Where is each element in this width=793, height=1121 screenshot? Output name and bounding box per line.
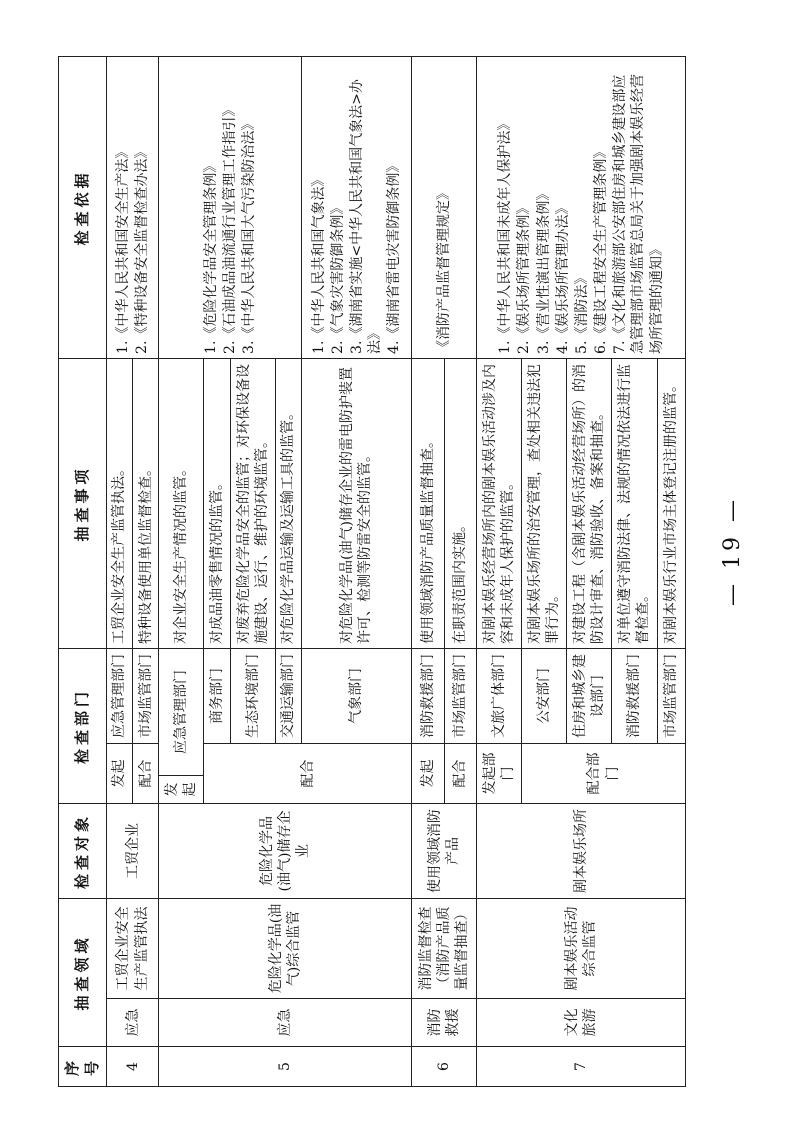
item-cell: 对剧本娱乐行业市场主体登记注册的监管。 [657, 358, 685, 648]
table-row [107, 56, 133, 1086]
dept-cell: 公安部门 [522, 648, 567, 743]
dept-cell: 市场监管部门 [133, 648, 159, 743]
object-cell: 危险化学品(油气)储存企业 [159, 803, 412, 898]
basis-cell [412, 56, 477, 358]
item-cell: 在职责范围内实施。 [444, 358, 476, 648]
basis-line: 4.《湖南省雷电灾害防御条例》 [386, 158, 403, 354]
item-cell: 工贸企业安全生产监管执法。 [107, 358, 133, 648]
role-cell: 配合 [133, 743, 159, 803]
basis-line: 3.《中华人民共和国大气污染防治法》 [241, 116, 258, 354]
role-cell: 发起 [159, 775, 204, 803]
header-row [59, 56, 107, 1086]
object-cell: 工贸企业 [107, 803, 159, 898]
basis-line: 5.《消防法》 [573, 270, 590, 354]
role-cell: 发起部门 [477, 743, 522, 803]
header-object: 检查对象 [59, 803, 107, 898]
item-cell: 对单位遵守消防法律、法规的情况依法进行监督检查。 [612, 358, 657, 648]
inspection-table [58, 56, 686, 1087]
basis-line: 2.《特种设备安全监督检查办法》 [134, 144, 151, 354]
basis-line: 3.《营业性演出管理条例》 [535, 186, 552, 354]
basis-cell [301, 56, 411, 358]
dept-cell: 交通运输部门 [275, 648, 301, 743]
object-cell: 使用领域消防产品 [412, 803, 477, 898]
basis-line: 4.《娱乐场所管理办法》 [554, 200, 571, 354]
basis-line: 1.《中华人民共和国气象法》 [310, 172, 327, 354]
object-cell: 剧本娱乐场所 [477, 803, 686, 898]
item-cell: 对成品油零售情况的监管。 [204, 358, 230, 648]
basis-cell [477, 56, 686, 358]
dept-cell: 商务部门 [204, 648, 230, 743]
field-cell: 应急 [107, 999, 159, 1047]
role-cell: 配合部门 [522, 743, 686, 803]
dept-cell: 生态环境部门 [230, 648, 275, 743]
basis-cell [159, 56, 302, 358]
table-row [159, 56, 204, 1086]
item-cell: 使用领域消防产品质量监督抽查。 [412, 358, 444, 648]
role-cell: 配合 [204, 743, 412, 803]
basis-line: 1.《中华人民共和国未成年人保护法》 [497, 116, 514, 354]
basis-line: 2.《娱乐场所管理条例》 [516, 200, 533, 354]
role-cell: 发起 [107, 743, 133, 803]
basis-line: 《消防产品监督管理规定》 [435, 185, 452, 354]
table-row [412, 56, 444, 1086]
item-cell: 对危险化学品运输及运输工具的监管。 [275, 358, 301, 648]
dept-cell: 市场监管部门 [444, 648, 476, 743]
dept-cell: 住房和城乡建设部门 [567, 648, 612, 743]
basis-line: 6.《建设工程安全生产管理条例》 [593, 144, 610, 354]
header-field: 抽查领域 [59, 898, 107, 1046]
item-cell: 对剧本娱乐经营场所内的剧本娱乐活动涉及内容和未成年人保护的监管。 [477, 358, 522, 648]
seq-cell: 5 [159, 1047, 412, 1087]
field-cell: 文化旅游 [477, 999, 686, 1047]
subfield-cell: 剧本娱乐活动综合监管 [477, 898, 686, 998]
subfield-cell: 工贸企业安全生产监管执法 [107, 898, 159, 998]
header-items: 抽查事项 [59, 358, 107, 648]
basis-line: 7.《文化和旅游部公安部住房和城乡建设部应急管理部市场监管总局关于加强剧本娱乐经营场所管理的通知》 [612, 73, 665, 354]
role-cell: 发起 [412, 743, 444, 803]
item-cell: 对建设工程（含剧本娱乐活动经营场所）的消防设计审查、消防验收、备案和抽查。 [567, 358, 612, 648]
table-row [477, 56, 522, 1086]
field-cell: 应急 [159, 999, 412, 1047]
field-cell: 消防救援 [412, 999, 477, 1047]
header-dept: 检查部门 [59, 648, 107, 803]
basis-line: 2.《石油成品油流通行业管理工作指引》 [222, 102, 239, 354]
dept-cell: 消防救援部门 [612, 648, 657, 743]
basis-line: 1.《危险化学品安全管理条例》 [202, 158, 219, 354]
basis-cell [107, 56, 159, 358]
role-cell: 配合 [444, 743, 476, 803]
header-basis: 检查依据 [59, 56, 107, 358]
seq-cell: 7 [477, 1047, 686, 1087]
dept-cell: 消防救援部门 [412, 648, 444, 743]
seq-cell: 6 [412, 1047, 477, 1087]
item-cell: 对剧本娱乐场所的治安管理，查处相关违法犯罪行为。 [522, 358, 567, 648]
basis-line: 2.《气象灾害防御条例》 [329, 200, 346, 354]
dept-cell: 文旅广体部门 [477, 648, 522, 743]
dept-cell: 应急管理部门 [107, 648, 133, 743]
page-number: — 19 — [720, 496, 745, 606]
item-cell: 对企业安全生产情况的监管。 [159, 358, 204, 648]
item-cell: 对废弃危险化学品安全的监管；对环保设备设施建设、运行、维护的环境监管。 [230, 358, 275, 648]
basis-line: 3.《湖南省实施<中华人民共和国气象法>办法》 [348, 79, 384, 354]
header-seq: 序号 [59, 1047, 107, 1087]
item-cell: 特种设备使用单位监督检查。 [133, 358, 159, 648]
subfield-cell: 消防监督检查（消防产品质量监督抽查） [412, 898, 477, 998]
subfield-cell: 危险化学品(油气)综合监管 [159, 898, 412, 998]
item-cell: 对危险化学品(油气)储存企业的雷电防护装置许可、检测等防雷安全的监管。 [301, 358, 411, 648]
dept-cell: 市场监管部门 [657, 648, 685, 743]
dept-cell: 应急管理部门 [159, 648, 204, 775]
basis-line: 1.《中华人民共和国安全生产法》 [114, 144, 131, 354]
seq-cell: 4 [107, 1047, 159, 1087]
dept-cell: 气象部门 [301, 648, 411, 743]
